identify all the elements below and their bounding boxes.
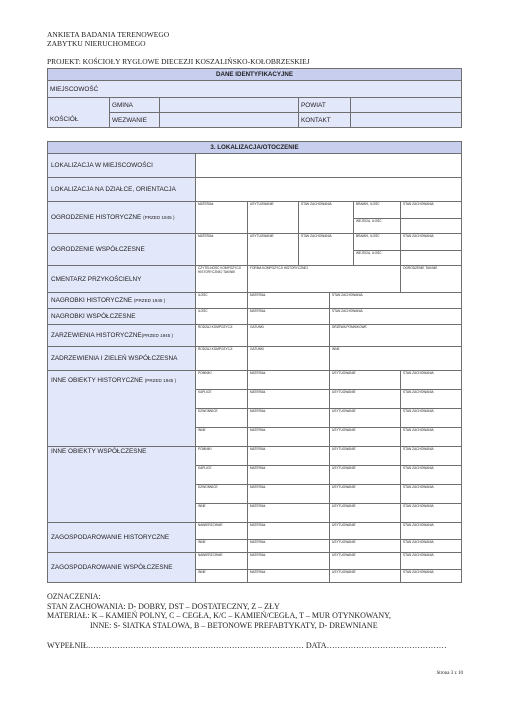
inne-hist-dzwonnice[interactable]: DZWONNICE — [196, 409, 248, 428]
gmina-label: GMINA — [110, 98, 160, 113]
powiat-label: POWIAT — [299, 98, 351, 113]
ogr-wspol-usytuowanie[interactable]: USYTUOWANIE — [248, 234, 299, 266]
inne-wspol-dzwonnice[interactable]: DZWONNICE — [196, 485, 248, 504]
zag-wspol-inne-stan[interactable]: STAN ZACHOWANIA — [401, 570, 462, 583]
nagr-hist-label: NAGROBKI HISTORYCZNE (PRZED 1945 ) — [48, 293, 196, 309]
zag-wspol-inne-material[interactable]: MATERIAŁ — [248, 570, 330, 583]
nagr-hist-material[interactable]: MATERIAŁ — [248, 293, 330, 309]
inne-hist-dzwonnice-material[interactable]: MATERIAŁ — [248, 409, 330, 428]
inne-hist-kaplice-material[interactable]: MATERIAŁ — [248, 390, 330, 409]
cmentarz-forma[interactable]: FORMA KOMPOZYCJI HISTORYCZNEJ — [248, 266, 401, 293]
inne-wspol-dzwonnice-stan[interactable]: STAN ZACHOWANIA — [401, 485, 462, 504]
signature-line[interactable]: WYPEŁNIŁ……………………………………………………………………… DATA……………………………………… — [47, 641, 447, 650]
zag-hist-nawierzchnie[interactable]: NAWIERZCHNIE — [196, 523, 248, 540]
inne-wspol-inne[interactable]: INNE — [196, 504, 248, 523]
inne-hist-pomniki-usyt[interactable]: USYTUOWANIE — [330, 371, 401, 390]
ogr-hist-wejscia[interactable]: WEJŚCIA, ILOŚĆ — [354, 219, 401, 234]
inne-hist-label: INNE OBIEKTY HISTORYCZNE (PRZED 1945 ) — [48, 371, 196, 447]
nagr-wspol-material[interactable]: MATERIAŁ — [248, 309, 330, 325]
inne-wspol-pomniki-material[interactable]: MATERIAŁ — [248, 447, 330, 466]
zag-wspol-material[interactable]: MATERIAŁ — [248, 553, 330, 570]
inne-hist-inne-stan[interactable]: STAN ZACHOWANIA — [401, 428, 462, 447]
cmentarz-czytelnosc[interactable]: CZYTELNOŚĆ KOMPOZYCJI HISTORYCZNEJ TAK/NIE — [196, 266, 248, 293]
zadrz-wspol-rodzaj[interactable]: RODZAJ KOMPOZYCJI — [196, 347, 248, 371]
zag-hist-usyt[interactable]: USYTUOWANIE — [330, 523, 401, 540]
inne-wspol-pomniki-stan[interactable]: STAN ZACHOWANIA — [401, 447, 462, 466]
lok-miejsc-label: LOKALIZACJA W MIEJSCOWOŚCI — [48, 154, 196, 178]
inne-hist-pomniki-material[interactable]: MATERIAŁ — [248, 371, 330, 390]
zadrz-wspol-gatunki[interactable]: GATUNKI — [248, 347, 330, 371]
zarz-hist-label: ZARZEWIENIA HISTORYCZNE(PRZED 1945 ) — [48, 325, 196, 347]
zag-wspol-inne[interactable]: INNE — [196, 570, 248, 583]
inne-wspol-label: INNE OBIEKTY WSPÓŁCZESNE — [48, 447, 196, 523]
inne-wspol-dzwonnice-material[interactable]: MATERIAŁ — [248, 485, 330, 504]
zadrz-wspol-inne[interactable]: INNE — [330, 347, 462, 371]
inne-hist-kaplice-usyt[interactable]: USYTUOWANIE — [330, 390, 401, 409]
zadrz-wspol-label: ZADRZEWIENIA I ZIELEŃ WSPÓŁCZESNA — [48, 347, 196, 371]
project-name: PROJEKT: KOŚCIOŁY RYGLOWE DIECEZJI KOSZALIŃSKO-KOŁOBRZESKIEJ — [47, 57, 310, 66]
ogr-hist-material[interactable]: MATERIAŁ — [196, 202, 248, 234]
nagr-hist-ilosc[interactable]: ILOŚĆ — [196, 293, 248, 309]
inne-wspol-pomniki[interactable]: POMNIKI — [196, 447, 248, 466]
powiat-field[interactable] — [351, 98, 462, 113]
inne-hist-inne-material[interactable]: MATERIAŁ — [248, 428, 330, 447]
location-title: 3. LOKALIZACJA/OTOCZENIE — [48, 142, 462, 154]
zag-hist-inne-usyt[interactable]: USYTUOWANIE — [330, 540, 401, 553]
inne-hist-kaplice-stan[interactable]: STAN ZACHOWANIA — [401, 390, 462, 409]
ogr-hist-label: OGRODZENIE HISTORYCZNE (PRZED 1945 ) — [48, 202, 196, 234]
ogr-hist-usytuowanie[interactable]: USYTUOWANIE — [248, 202, 299, 234]
zag-wspol-label: ZAGOSPODAROWANIE WSPÓŁCZESNE — [48, 553, 196, 583]
inne-wspol-dzwonnice-usyt[interactable]: USYTUOWANIE — [330, 485, 401, 504]
zag-wspol-nawierzchnie[interactable]: NAWIERZCHNIE — [196, 553, 248, 570]
inne-wspol-inne-material[interactable]: MATERIAŁ — [248, 504, 330, 523]
gmina-field[interactable] — [160, 98, 299, 113]
wezwanie-field[interactable] — [160, 113, 299, 128]
inne-wspol-kaplice[interactable]: KAPLICE — [196, 466, 248, 485]
survey-title — [47, 30, 169, 48]
nagr-wspol-ilosc[interactable]: ILOŚĆ — [196, 309, 248, 325]
zag-hist-material[interactable]: MATERIAŁ — [248, 523, 330, 540]
inne-wspol-inne-stan[interactable]: STAN ZACHOWANIA — [401, 504, 462, 523]
empty-cell[interactable] — [401, 219, 462, 234]
lok-dzialka-label: LOKALIZACJA NA DZIAŁCE, ORIENTACJA — [48, 178, 196, 202]
zag-hist-stan[interactable]: STAN ZACHOWANIA — [401, 523, 462, 540]
zag-wspol-usyt[interactable]: USYTUOWANIE — [330, 553, 401, 570]
page-number: Strona 3 z 10 — [436, 671, 463, 676]
inne-hist-dzwonnice-stan[interactable]: STAN ZACHOWANIA — [401, 409, 462, 428]
zarz-hist-gatunki[interactable]: GATUNKI — [248, 325, 330, 347]
ogr-wspol-label: OGRODZENIE WSPÓŁCZESNE — [48, 234, 196, 266]
inne-hist-dzwonnice-usyt[interactable]: USYTUOWANIE — [330, 409, 401, 428]
cmentarz-ogrodzenie[interactable]: OGRODZENIE TAK/NIE — [401, 266, 462, 293]
zag-wspol-inne-usyt[interactable]: USYTUOWANIE — [330, 570, 401, 583]
identification-table — [47, 68, 462, 128]
inne-hist-inne[interactable]: INNE — [196, 428, 248, 447]
wezwanie-label: WEZWANIE — [110, 113, 160, 128]
zarz-hist-drzewa[interactable]: DRZEWA POMNIKOWE — [330, 325, 462, 347]
nagr-hist-stan[interactable]: STAN ZACHOWANIA — [330, 293, 462, 309]
miejscowosc-field[interactable] — [48, 81, 462, 98]
kosciol-label: KOŚCIÓŁ — [48, 113, 110, 128]
inne-wspol-kaplice-stan[interactable]: STAN ZACHOWANIA — [401, 466, 462, 485]
nagr-wspol-stan[interactable]: STAN ZACHOWANIA — [330, 309, 462, 325]
kontakt-label: KONTAKT — [299, 113, 351, 128]
identification-title: DANE IDENTYFIKACYJNE — [48, 69, 462, 81]
ogr-wspol-material[interactable]: MATERIAŁ — [196, 234, 248, 266]
zag-wspol-stan[interactable]: STAN ZACHOWANIA — [401, 553, 462, 570]
zag-hist-inne-material[interactable]: MATERIAŁ — [248, 540, 330, 553]
ogr-wspol-stan[interactable]: STAN ZACHOWANIA — [299, 234, 354, 266]
cmentarz-label: CMENTARZ PRZYKOŚCIELNY — [48, 266, 196, 293]
inne-hist-kaplice[interactable]: KAPLICE — [196, 390, 248, 409]
kontakt-field[interactable] — [351, 113, 462, 128]
ogr-hist-stan2[interactable]: STAN ZACHOWANIA — [401, 202, 462, 219]
miejscowosc-label: MIEJSCOWOŚĆ — [50, 85, 99, 93]
inne-wspol-kaplice-usyt[interactable]: USYTUOWANIE — [330, 466, 401, 485]
empty-cell — [48, 98, 110, 113]
ogr-hist-stan[interactable]: STAN ZACHOWANIA — [299, 202, 354, 234]
zag-hist-inne[interactable]: INNE — [196, 540, 248, 553]
inne-hist-inne-usyt[interactable]: USYTUOWANIE — [330, 428, 401, 447]
legend-title: OZNACZENIA: — [47, 592, 101, 601]
legend-material-inne: INNE: S- SIATKA STALOWA, B – BETONOWE PREFABTYKATY, D- DREWNIANE — [90, 620, 378, 630]
survey-title-line2: ZABYTKU NIERUCHOMEGO — [47, 39, 146, 48]
zarz-hist-rodzaj[interactable]: RODZAJ KOMPOZYCJI — [196, 325, 248, 347]
inne-wspol-kaplice-material[interactable]: MATERIAŁ — [248, 466, 330, 485]
legend-material: MATERIAŁ: K – KAMIEŃ POLNY, C – CEGŁA, K/C – KAMIEŃ/CEGŁA, T – MUR OTYNKOWANY, — [47, 611, 391, 621]
zag-hist-label: ZAGOSPODAROWANIE HISTORYCZNE — [48, 523, 196, 553]
location-table — [47, 141, 462, 583]
lok-miejsc-field[interactable] — [196, 154, 462, 178]
lok-dzialka-field[interactable] — [196, 178, 462, 202]
ogr-hist-bramki[interactable]: BRAMKI, ILOŚĆ — [354, 202, 401, 219]
ogr-wspol-bramki[interactable]: BRAMKI, ILOŚĆ — [354, 234, 401, 251]
nagr-wspol-label: NAGROBKI WSPÓŁCZESNE — [48, 309, 196, 325]
inne-hist-pomniki-stan[interactable]: STAN ZACHOWANIA — [401, 371, 462, 390]
ogr-wspol-stan2[interactable]: STAN ZACHOWANIA — [401, 234, 462, 251]
zag-hist-inne-stan[interactable]: STAN ZACHOWANIA — [401, 540, 462, 553]
inne-wspol-inne-usyt[interactable]: USYTUOWANIE — [330, 504, 401, 523]
survey-title-line1: ANKIETA BADANIA TERENOWEGO — [47, 30, 170, 39]
legend-stan: STAN ZACHOWANIA: D- DOBRY, DST – DOSTATECZNY, Z – ZŁY — [47, 601, 280, 611]
inne-hist-pomniki[interactable]: POMNIKI — [196, 371, 248, 390]
empty-cell[interactable] — [401, 251, 462, 266]
legend-block — [47, 592, 391, 630]
ogr-wspol-wejscia[interactable]: WEJŚCIA, ILOŚĆ — [354, 251, 401, 266]
inne-wspol-pomniki-usyt[interactable]: USYTUOWANIE — [330, 447, 401, 466]
